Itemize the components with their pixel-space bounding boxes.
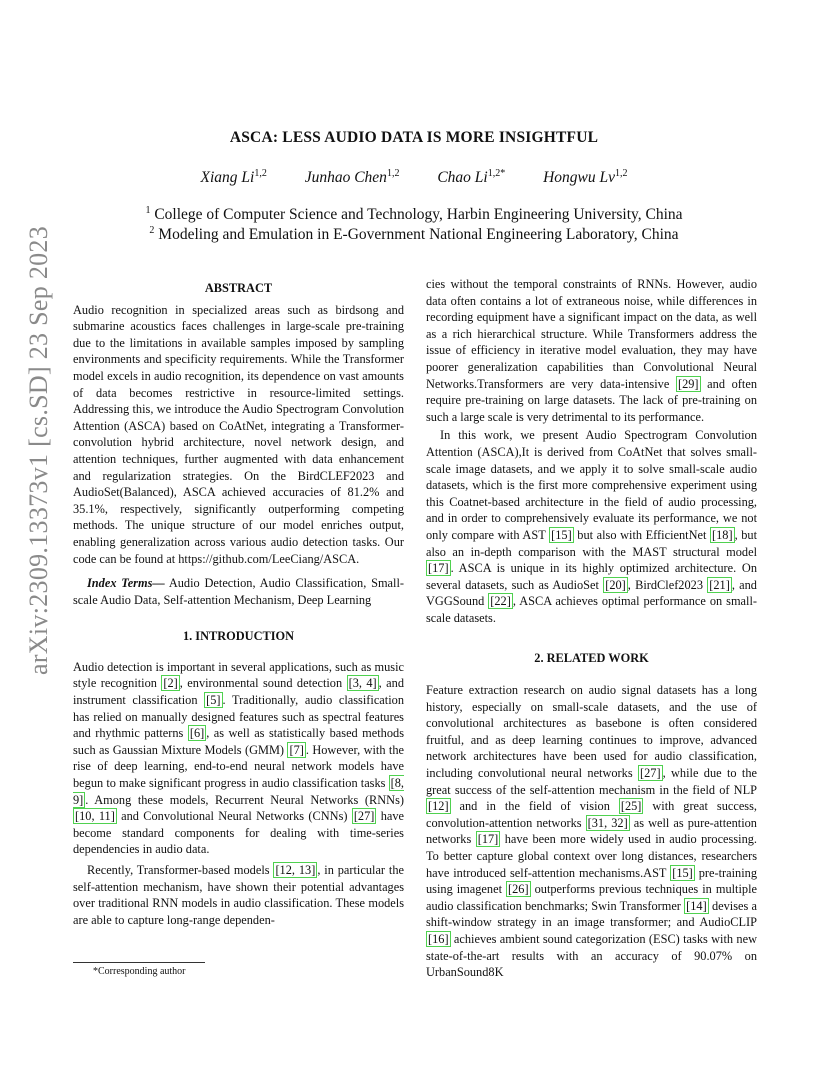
- right-column: [426, 276, 757, 981]
- intro-paragraph-1: Audio detection is important in several applications, such as music style recognition [2] , environmental sound detection [3, 4] , and instrument classification [5] . Traditionally, audio classification has relied on manually designed features such as spectral features and rhythmic patterns [6] , as well as statistically based methods such as Gaussian Mixture Models (GMM) [7] . However, with the rise of deep learning, end-to-end neural network models have begun to make significant progress in audio classification tasks [8, 9] . Among these models, Recurrent Neural Networks (RNNs) [10, 11] and Convolutional Neural Networks (CNNs) [27] have become standard components for dealing with time-series dependencies in audio data.: [73, 659, 405, 857]
- author: Hongwu Lv$^{1,2}$: [543, 168, 628, 187]
- citation-link[interactable]: [22]: [490, 594, 511, 609]
- citation-link[interactable]: [25]: [620, 799, 642, 814]
- citation-link[interactable]: [3, 4]: [348, 676, 377, 691]
- citation-link[interactable]: [8, 9]: [73, 776, 404, 807]
- citation-link[interactable]: [20]: [605, 577, 626, 592]
- citation-link[interactable]: [27]: [353, 809, 375, 824]
- citation-link[interactable]: [29]: [677, 376, 699, 391]
- citation-link[interactable]: [7]: [289, 742, 304, 757]
- citation-link[interactable]: [12]: [428, 799, 449, 814]
- index-terms: Index Terms— Audio Detection, Audio Classification, Small-scale Audio Data, Self-attention Mechanism, Deep Learning: [73, 576, 405, 607]
- intro-paragraph-2-cont: cies without the temporal constraints of RNNs. However, audio data often contains a lot of extraneous noise, while differences in recording equipment have a significant impact on the data, as well as a rich hierarchical structure. While Transformers address the issue of efficiency in iterative model evaluation, they may have poorer generalization capabilities than Convolutional Neural Networks.Transformers are very data-intensive [29] and often require pre-training on large datasets. The lack of pre-training on such a large scale is very detrimental to its performance.: [426, 277, 758, 424]
- related-work-paragraph: Feature extraction research on audio signal datasets has a long history, especially on small-scale datasets, and the use of convolutional architectures as basebone is often considered fruitful, and as deep learning continues to improve, advanced network architectures have been used for audio classification, including convolutional neural networks [27] , while due to the great success of the self-attention mechanism in the field of NLP [12] and in the field of vision [25] with great success, convolution-attention networks [31, 32] as well as pure-attention networks [17] have been more widely used in audio processing. To better capture global context over long distances, researchers have introduced self-attention mechanisms.AST [15] pre-training using imagenet [26] outperforms previous techniques in multiple audio classification benchmarks; Swin Transformer [14] devises a shift-window strategy in an image transformer; and AudioCLIP [16] achieves ambient sound categorization (ESC) tasks with new state-of-the-art results with an accuracy of 90.07% on UrbanSound8K: [426, 683, 758, 980]
- citation-link[interactable]: [17]: [477, 832, 499, 847]
- paper-title: ASCA: LESS AUDIO DATA IS MORE INSIGHTFUL: [229, 129, 599, 146]
- author: Junhao Chen$^{1,2}$: [304, 168, 400, 187]
- arxiv-stamp: arXiv:2309.13373v1 [cs.SD] 23 Sep 2023: [24, 225, 53, 675]
- footnote-divider: [73, 962, 205, 963]
- citation-link[interactable]: [14]: [686, 898, 707, 913]
- affiliation: $^1$ College of Computer Science and Technology, Harbin Engineering University, China: [145, 205, 683, 224]
- footnote: *Corresponding author: [93, 966, 186, 977]
- intro-paragraph-2-start: Recently, Transformer-based models [12, 13] , in particular the self-attention mechanism, have shown their potential advantages over traditional RNN models in audio classification. These models are able to capture long-range dependen-: [73, 863, 404, 927]
- author: Xiang Li$^{1,2}$: [200, 168, 267, 187]
- citation-link[interactable]: [16]: [428, 931, 449, 946]
- intro-paragraph-3: In this work, we present Audio Spectrogram Convolution Attention (ASCA),It is derived from CoAtNet that solves small-scale image datasets, and we apply it to solve small-scale audio datasets, which is the first more comprehensive experiment using this Coatnet-based architecture in the field of audio processing, and in order to comprehensively evaluate its performance, we not only compare with AST [15] but also with EfficientNet [18] , but also an in-depth comparison with the MAST structural model [17] . ASCA is unique in its highly optimized architecture. On several datasets, such as AudioSet [20] , BirdClef2023 [21] , and VGGSound [22] , ASCA achieves optimal performance on small-scale datasets.: [426, 428, 757, 625]
- citation-link[interactable]: [12, 13]: [275, 863, 316, 877]
- abstract-heading: ABSTRACT: [204, 281, 273, 295]
- citation-link[interactable]: [15]: [672, 865, 693, 880]
- abstract-text: Audio recognition in specialized areas such as birdsong and submarine acoustics faces challenges in large-scale pre-training due to the limitations in available samples imposed by sampling environments and specificity requirements. While the Transformer model excels in audio recognition, its dependence on vast amounts of data becomes restrictive in resource-limited settings. Addressing this, we introduce the Audio Spectrogram Convolution Attention (ASCA) based on CoAtNet, integrating a Transformer-convolution hybrid architecture, novel network design, and attention techniques, further augmented with data enhancement and regularization strategies. On the BirdCLEF2023 and AudioSet(Balanced), ASCA achieved accuracies of 81.2% and 35.1%, respectively, significantly outperforming competing methods. The unique structure of our model enriches output, enabling generalization across various audio detection tasks. Our code can be found at https://github.com/LeeCiang/ASCA.: [73, 302, 404, 566]
- citation-link[interactable]: [27]: [640, 766, 661, 781]
- intro-heading: 1. INTRODUCTION: [182, 629, 295, 644]
- citation-link[interactable]: [15]: [551, 527, 572, 542]
- citation-link[interactable]: [18]: [711, 527, 733, 542]
- author-list: [0, 168, 828, 187]
- citation-link[interactable]: [31, 32]: [587, 815, 628, 830]
- citation-link[interactable]: [5]: [206, 693, 221, 708]
- citation-link[interactable]: [10, 11]: [75, 809, 115, 824]
- citation-link[interactable]: [2]: [163, 676, 178, 691]
- left-column: [73, 280, 404, 928]
- citation-link[interactable]: [17]: [428, 561, 449, 576]
- author: Chao $Li^{1,2*}$: [437, 168, 506, 187]
- related-work-heading: 2. RELATED WORK: [534, 651, 649, 666]
- citation-link[interactable]: [6]: [189, 726, 205, 741]
- citation-link[interactable]: [26]: [508, 882, 529, 897]
- affiliation: $^2$ Modeling and Emulation in E-Government National Engineering Laboratory, China: [149, 225, 679, 244]
- citation-link[interactable]: [21]: [709, 577, 730, 592]
